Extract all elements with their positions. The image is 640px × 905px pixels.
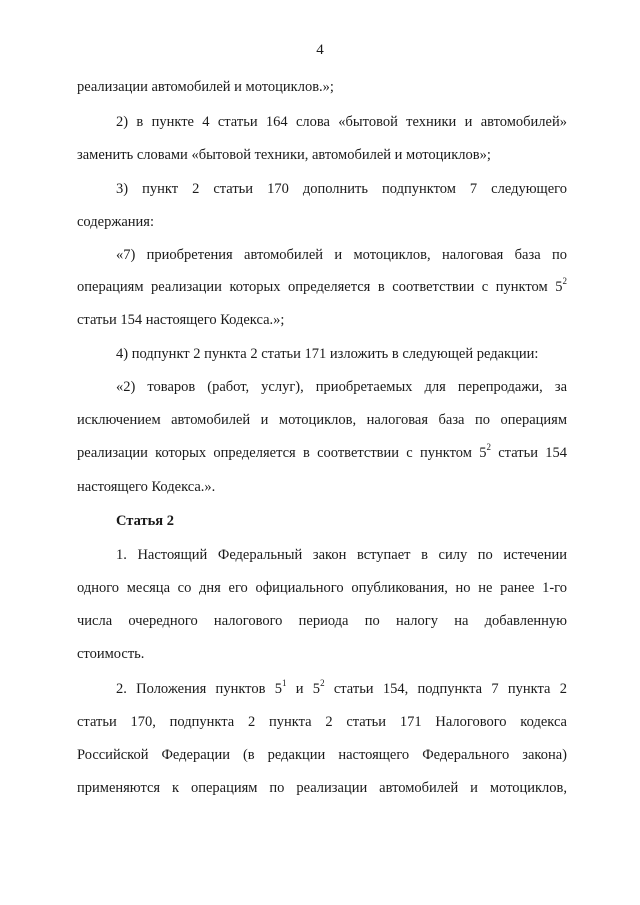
text-line: одного месяца со дня его официального опубликования, но не ранее 1-го (77, 580, 567, 596)
article-heading: Статья 2 (116, 513, 174, 529)
text-line: статьи 170, подпункта 2 пункта 2 статьи 171 Налогового кодекса (77, 714, 567, 730)
text-line: «7) приобретения автомобилей и мотоциклов, налоговая база по (116, 247, 567, 263)
text-line: операциям реализации которых определяется в соответствии с пунктом $5^2$ (77, 276, 567, 295)
text-line: настоящего Кодекса.». (77, 479, 216, 495)
text-line: исключением автомобилей и мотоциклов, налоговая база по операциям (77, 412, 567, 428)
text-line: реализации которых определяется в соответствии с пунктом $5^2$ статьи 154 (77, 442, 567, 461)
page-number: 4 (316, 42, 324, 58)
text-line: стоимость. (77, 646, 145, 662)
text-line: применяются к операциям по реализации автомобилей и мотоциклов, (77, 780, 567, 796)
text-line: реализации автомобилей и мотоциклов.»; (77, 79, 334, 95)
text-line: 4) подпункт 2 пункта 2 статьи 171 изложить в следующей редакции: (116, 346, 539, 362)
text-line: Российской Федерации (в редакции настоящего Федерального закона) (77, 747, 567, 763)
text-line: 2. Положения пунктов $5^1$ и $5^2$ статьи 154, подпункта 7 пункта 2 (116, 678, 567, 697)
text-line: 3) пункт 2 статьи 170 дополнить подпунктом 7 следующего (116, 181, 567, 197)
text-line: 1. Настоящий Федеральный закон вступает в силу по истечении (116, 547, 567, 563)
text-line: числа очередного налогового периода по налогу на добавленную (77, 613, 567, 629)
text-line: «2) товаров (работ, услуг), приобретаемых для перепродажи, за (116, 379, 567, 395)
text-line: заменить словами «бытовой техники, автомобилей и мотоциклов»; (77, 147, 491, 163)
text-line: статьи 154 настоящего Кодекса.»; (77, 312, 285, 328)
text-line: содержания: (77, 214, 155, 230)
text-line: 2) в пункте 4 статьи 164 слова «бытовой техники и автомобилей» (116, 114, 567, 130)
